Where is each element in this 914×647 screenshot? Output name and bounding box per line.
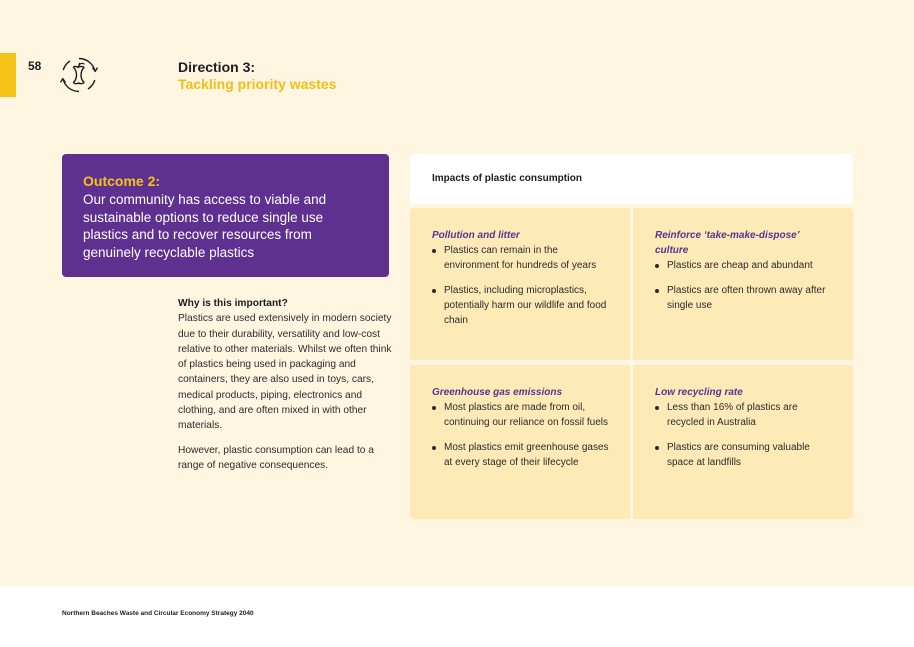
why-heading: Why is this important? xyxy=(178,298,288,309)
recycle-apple-core-icon xyxy=(60,56,98,94)
impact-cell-recycling-rate xyxy=(633,365,853,519)
impact-list xyxy=(432,400,610,470)
why-paragraph-2: However, plastic consumption can lead to a range of negative consequences. xyxy=(178,444,374,471)
outcome-title: Outcome 2: xyxy=(83,173,161,189)
outcome-box xyxy=(62,154,389,277)
impact-list xyxy=(655,258,833,313)
impact-list xyxy=(655,400,833,470)
impacts-heading: Impacts of plastic consumption xyxy=(410,154,853,204)
impact-item: Most plastics are made from oil, continuing our reliance on fossil fuels xyxy=(432,400,610,430)
impact-cell-take-make-dispose xyxy=(633,208,853,360)
impact-item: Most plastics emit greenhouse gases at every stage of their lifecycle xyxy=(432,440,610,470)
impact-title: Pollution and litter xyxy=(432,230,520,241)
impact-cell-pollution xyxy=(410,208,630,360)
impact-item: Plastics, including microplastics, potentially harm our wildlife and food chain xyxy=(432,283,610,329)
page-tab-marker xyxy=(0,53,16,97)
impact-item: Plastics can remain in the environment for hundreds of years xyxy=(432,243,610,273)
direction-title: Direction 3: xyxy=(178,59,256,75)
impact-title: Reinforce ‘take-make-dispose’ culture xyxy=(655,230,800,257)
page-number: 58 xyxy=(28,59,42,73)
why-paragraph-1: Plastics are used extensively in modern society due to their durability, versatility and low-cost relative to other materials. Whilst we often think of plastics being used in packaging and containers, they are also used in toys, cars, medical products, piping, electronics and clothing, and are often mixed in with other materials. xyxy=(178,313,392,432)
impact-item: Less than 16% of plastics are recycled in Australia xyxy=(655,400,833,430)
impact-item: Plastics are often thrown away after single use xyxy=(655,283,833,313)
direction-subtitle: Tackling priority wastes xyxy=(178,76,337,92)
impact-cell-greenhouse xyxy=(410,365,630,519)
footer-document-title: Northern Beaches Waste and Circular Economy Strategy 2040 xyxy=(62,610,254,617)
why-important-section xyxy=(178,296,393,473)
impact-item: Plastics are consuming valuable space at landfills xyxy=(655,440,833,470)
impact-title: Greenhouse gas emissions xyxy=(432,387,563,398)
impact-title: Low recycling rate xyxy=(655,387,743,398)
outcome-text: Our community has access to viable and sustainable options to reduce single use plastics and to recover resources from genuinely recyclable plastics xyxy=(83,192,327,260)
impact-list xyxy=(432,243,610,328)
impact-item: Plastics are cheap and abundant xyxy=(655,258,833,273)
